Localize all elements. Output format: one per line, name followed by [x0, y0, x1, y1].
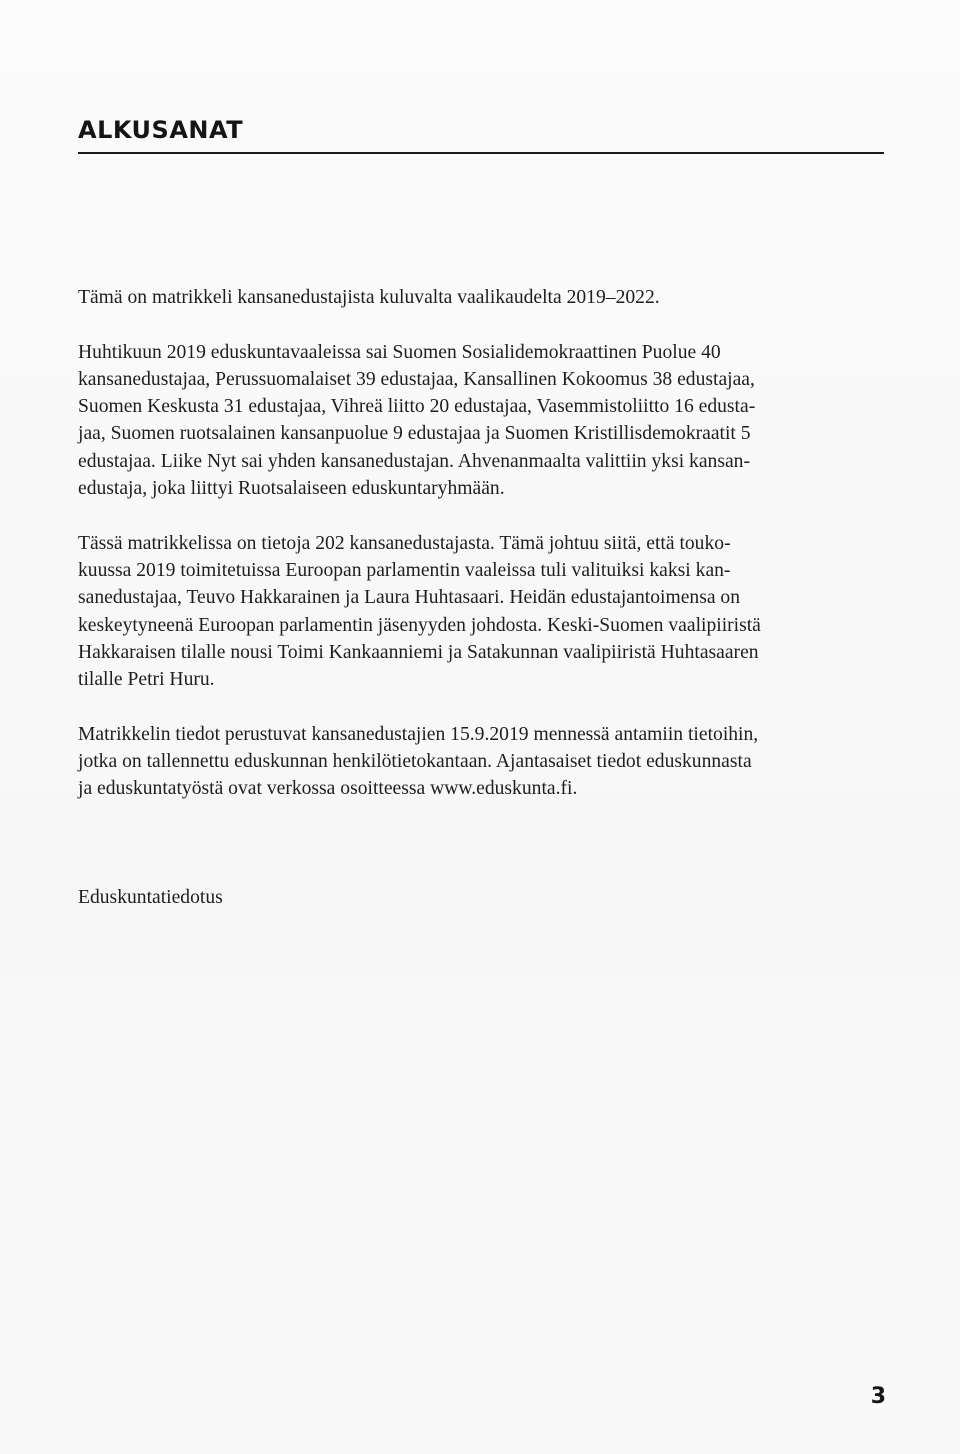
text-line: sanedustajaa, Teuvo Hakkarainen ja Laura Huhtasaari. Heidän edustajantoimensa on	[78, 587, 741, 609]
text-line: kansanedustajaa, Perussuomalaiset 39 edustajaa, Kansallinen Kokoomus 38 edustajaa,	[78, 368, 755, 390]
text-line: ja eduskuntatyöstä ovat verkossa osoitteessa www.eduskunta.fi.	[78, 778, 578, 800]
text-line: Suomen Keskusta 31 edustajaa, Vihreä liitto 20 edustajaa, Vasemmistoliitto 16 edusta-	[78, 396, 756, 418]
text-line: Tämä on matrikkeli kansanedustajista kuluvalta vaalikaudelta 2019–2022.	[78, 287, 660, 308]
signature: Eduskuntatiedotus	[78, 887, 223, 908]
text-line: Matrikkelin tiedot perustuvat kansanedustajien 15.9.2019 mennessä antamiin tietoihin,	[78, 723, 759, 745]
text-line: Huhtikuun 2019 eduskuntavaaleissa sai Suomen Sosialidemokraattinen Puolue 40	[78, 341, 721, 363]
heading-title: ALKUSANAT	[78, 116, 244, 144]
page-number: 3	[870, 1384, 886, 1409]
text-line: Tässä matrikkelissa on tietoja 202 kansanedustajasta. Tämä johtuu siitä, että touko-	[78, 532, 731, 554]
text-line: edustajaa. Liike Nyt sai yhden kansanedustajan. Ahvenanmaalta valittiin yksi kansan-	[78, 450, 750, 472]
text-line: tilalle Petri Huru.	[78, 669, 215, 691]
paragraph-member-count	[78, 530, 884, 694]
section-heading	[78, 112, 884, 154]
body-text	[78, 284, 884, 830]
paragraph-data-source	[78, 721, 884, 803]
paragraph-intro	[78, 284, 884, 311]
text-line: jotka on tallennettu eduskunnan henkilötietokantaan. Ajantasaiset tiedot eduskunnasta	[78, 751, 752, 773]
text-line: kuussa 2019 toimitetuissa Euroopan parlamentin vaaleissa tuli valituiksi kaksi kan-	[78, 559, 731, 581]
text-line: keskeytyneenä Euroopan parlamentin jäsenyyden johdosta. Keski-Suomen vaalipiiristä	[78, 614, 761, 636]
text-line: Hakkaraisen tilalle nousi Toimi Kankaanniemi ja Satakunnan vaalipiiristä Huhtasaaren	[78, 641, 759, 663]
text-line: edustaja, joka liittyi Ruotsalaiseen eduskuntaryhmään.	[78, 478, 505, 500]
text-line: jaa, Suomen ruotsalainen kansanpuolue 9 edustajaa ja Suomen Kristillisdemokraatit 5	[78, 423, 751, 445]
paragraph-election-results	[78, 339, 884, 503]
